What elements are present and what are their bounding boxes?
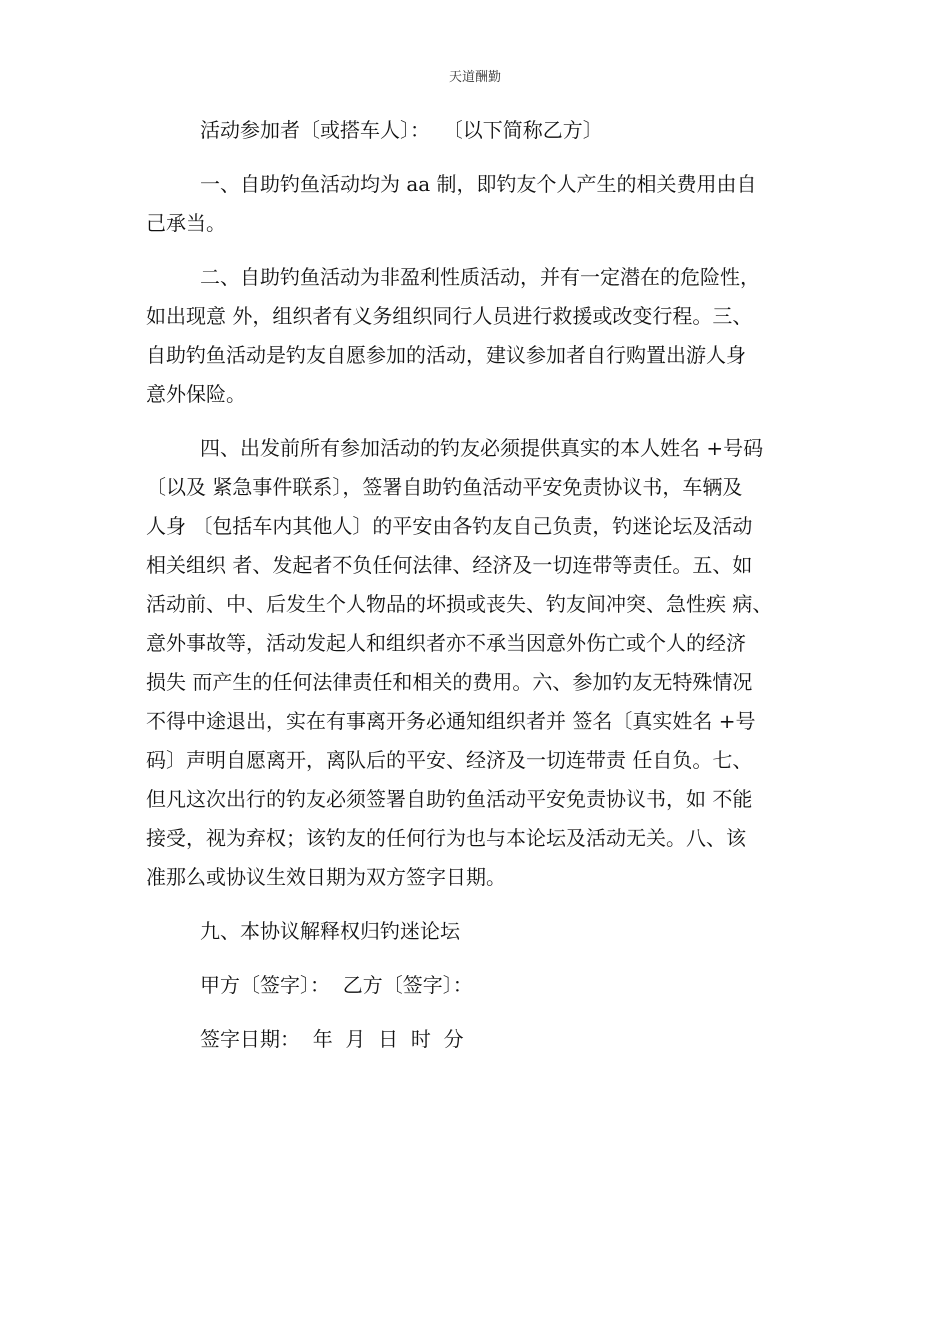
clause-4-line: 相关组织 者、发起者不负任何法律、经济及一切连带等责任。五、如 — [146, 553, 753, 577]
clause-4-line: 活动前、中、后发生个人物品的坏损或丧失、钓友间冲突、急性疾 病、 — [146, 592, 773, 616]
page-header: 天道酬勤 — [448, 70, 501, 85]
clause-4-line: 四、出发前所有参加活动的钓友必须提供真实的本人姓名 +号码 — [200, 436, 764, 460]
clause-2-line: 自助钓鱼活动是钓友自愿参加的活动，建议参加者自行购置出游人身 — [146, 343, 746, 367]
clause-1-line: 一、自助钓鱼活动均为 aa 制，即钓友个人产生的相关费用由自 — [200, 172, 757, 196]
clause-4-line: 〔以及 紧急事件联系〕，签署自助钓鱼活动平安免责协议书，车辆及 — [146, 475, 743, 499]
clause-4-line: 但凡这次出行的钓友必须签署自助钓鱼活动平安免责协议书，如 不能 — [146, 787, 753, 811]
clause-1-line: 己承当。 — [146, 211, 226, 235]
clause-2-line: 如出现意 外，组织者有义务组织同行人员进行救援或改变行程。三、 — [146, 304, 753, 328]
clause-9-line: 九、本协议解释权归钓迷论坛 — [200, 919, 460, 943]
clause-2-line: 意外保险。 — [146, 382, 246, 406]
clause-4-line: 接受，视为弃权；该钓友的任何行为也与本论坛及活动无关。八、该 — [146, 826, 746, 850]
clause-4-line: 意外事故等，活动发起人和组织者亦不承当因意外伤亡或个人的经济 — [146, 631, 746, 655]
clause-4-line: 准那么或协议生效日期为双方签字日期。 — [146, 865, 506, 889]
signature-line: 甲方〔签字〕： 乙方〔签字〕： — [200, 973, 473, 997]
clause-4-line: 不得中途退出，实在有事离开务必通知组织者并 签名〔真实姓名 +号 — [146, 709, 756, 733]
paragraph-participant-line: 活动参加者〔或搭车人〕： 〔以下简称乙方〕 — [200, 118, 603, 142]
clause-4-line: 人身 〔包括车内其他人〕的平安由各钓友自己负责，钓迷论坛及活动 — [146, 514, 753, 538]
clause-2-line: 二、自助钓鱼活动为非盈利性质活动，并有一定潜在的危险性， — [200, 265, 760, 289]
clause-4-line: 损失 而产生的任何法律责任和相关的费用。六、参加钓友无特殊情况 — [146, 670, 753, 694]
signing-date-line: 签字日期： 年 月 日 时 分 — [200, 1027, 464, 1051]
clause-4-line: 码〕声明自愿离开，离队后的平安、经济及一切连带责 任自负。七、 — [146, 748, 753, 772]
